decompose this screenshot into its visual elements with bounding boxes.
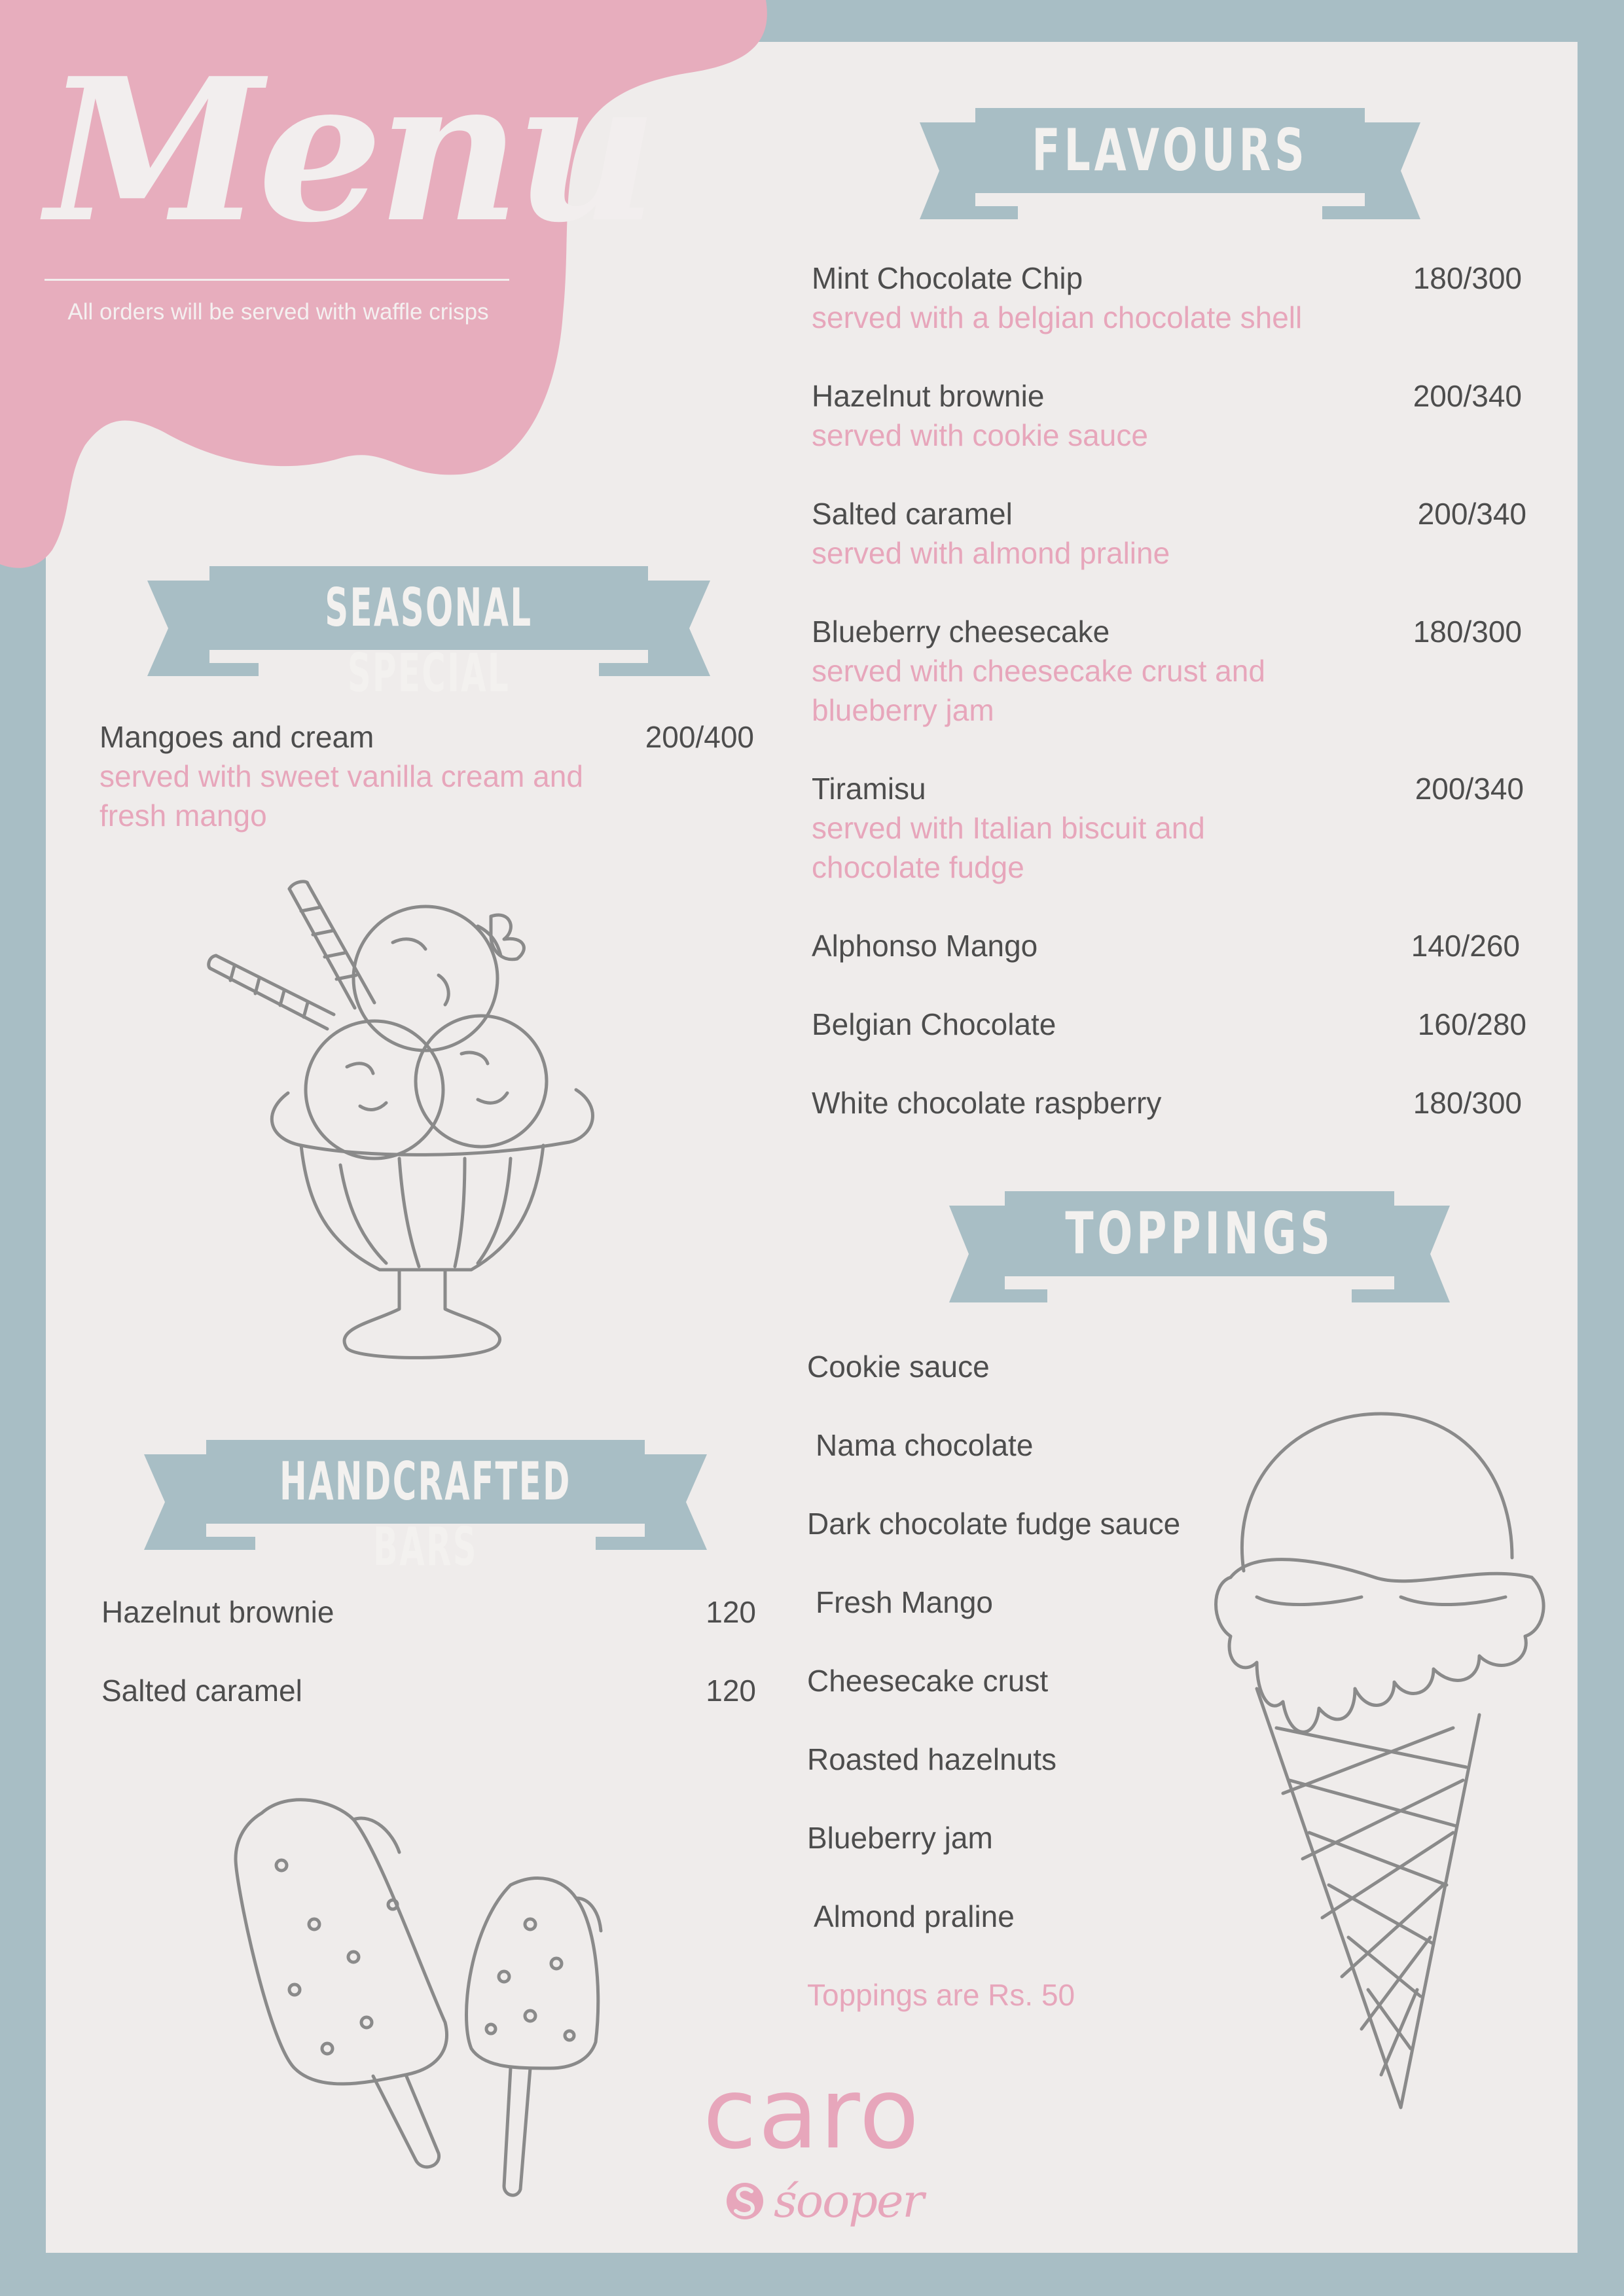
seasonal-ribbon <box>147 566 710 704</box>
topping-item: Almond praline <box>814 1899 1015 1933</box>
item-name: Mangoes and cream <box>99 720 374 754</box>
item-name: Hazelnut brownie <box>812 379 1045 413</box>
seasonal-item <box>99 717 754 848</box>
item-price: 200/400 <box>645 720 754 754</box>
item-desc: served with cookie sauce <box>812 418 1148 452</box>
item-desc: served with cheesecake crust and blueberry jam <box>812 654 1265 727</box>
item-name: Salted caramel <box>101 1674 302 1708</box>
sundae-sketch <box>203 877 609 1374</box>
topping-item: Dark chocolate fudge sauce <box>807 1507 1181 1541</box>
item-name: Belgian Chocolate <box>812 1007 1056 1041</box>
flavour-item <box>812 1005 1526 1044</box>
item-name: Mint Chocolate Chip <box>812 261 1083 295</box>
flavours-heading: FLAVOURS <box>1032 117 1308 184</box>
flavour-item <box>812 376 1522 461</box>
item-desc: served with a belgian chocolate shell <box>812 300 1303 334</box>
toppings-ribbon <box>949 1191 1450 1309</box>
bars-ribbon <box>144 1440 707 1577</box>
item-price: 200/340 <box>1417 497 1526 531</box>
item-desc: served with sweet vanilla cream and fresh mango <box>99 759 583 833</box>
topping-item: Blueberry jam <box>807 1821 993 1855</box>
toppings-price-note: Toppings are Rs. 50 <box>807 1978 1075 2012</box>
caro-logo: caro <box>702 2057 921 2171</box>
flavour-item <box>812 1083 1522 1122</box>
bars-heading: HANDCRAFTED BARS <box>280 1451 571 1577</box>
header-divider <box>45 279 509 281</box>
item-price: 140/260 <box>1411 929 1520 963</box>
topping-item: Cheesecake crust <box>807 1664 1049 1698</box>
menu-title: Menu <box>46 35 653 266</box>
item-price: 120 <box>706 1595 756 1629</box>
bar-item <box>101 1671 756 1710</box>
item-price: 200/340 <box>1413 379 1522 413</box>
bar-item <box>101 1592 756 1632</box>
topping-item: Nama chocolate <box>816 1428 1034 1462</box>
topping-item: Roasted hazelnuts <box>807 1742 1057 1776</box>
item-price: 120 <box>706 1674 756 1708</box>
flavour-item <box>812 769 1524 893</box>
topping-item: Cookie sauce <box>807 1350 990 1384</box>
flavour-item <box>812 494 1526 579</box>
flavour-item <box>812 259 1522 344</box>
item-price: 200/340 <box>1415 772 1524 806</box>
ice-cream-cone-sketch <box>1204 1401 1558 2121</box>
item-name: Tiramisu <box>812 772 926 806</box>
item-name: Hazelnut brownie <box>101 1595 334 1629</box>
flavour-item <box>812 612 1522 736</box>
ice-cream-bars-sketch <box>223 1793 655 2225</box>
item-name: Alphonso Mango <box>812 929 1038 963</box>
header-subtitle: All orders will be served with waffle crisps <box>67 299 489 325</box>
topping-item: Fresh Mango <box>816 1585 994 1619</box>
item-name: Blueberry cheesecake <box>812 615 1110 649</box>
item-price: 160/280 <box>1417 1007 1526 1041</box>
flavours-ribbon <box>920 108 1420 226</box>
flavour-item <box>812 926 1520 965</box>
item-name: Salted caramel <box>812 497 1013 531</box>
item-price: 180/300 <box>1413 261 1522 295</box>
item-desc: served with Italian biscuit and chocolate fudge <box>812 811 1205 884</box>
seasonal-heading: SEASONAL SPECIAL <box>325 577 533 704</box>
item-name: White chocolate raspberry <box>812 1086 1162 1120</box>
toppings-heading: TOPPINGS <box>1065 1200 1334 1267</box>
sooper-brand: śooper <box>774 2174 923 2228</box>
item-price: 180/300 <box>1413 615 1522 649</box>
item-desc: served with almond praline <box>812 536 1170 570</box>
item-price: 180/300 <box>1413 1086 1522 1120</box>
